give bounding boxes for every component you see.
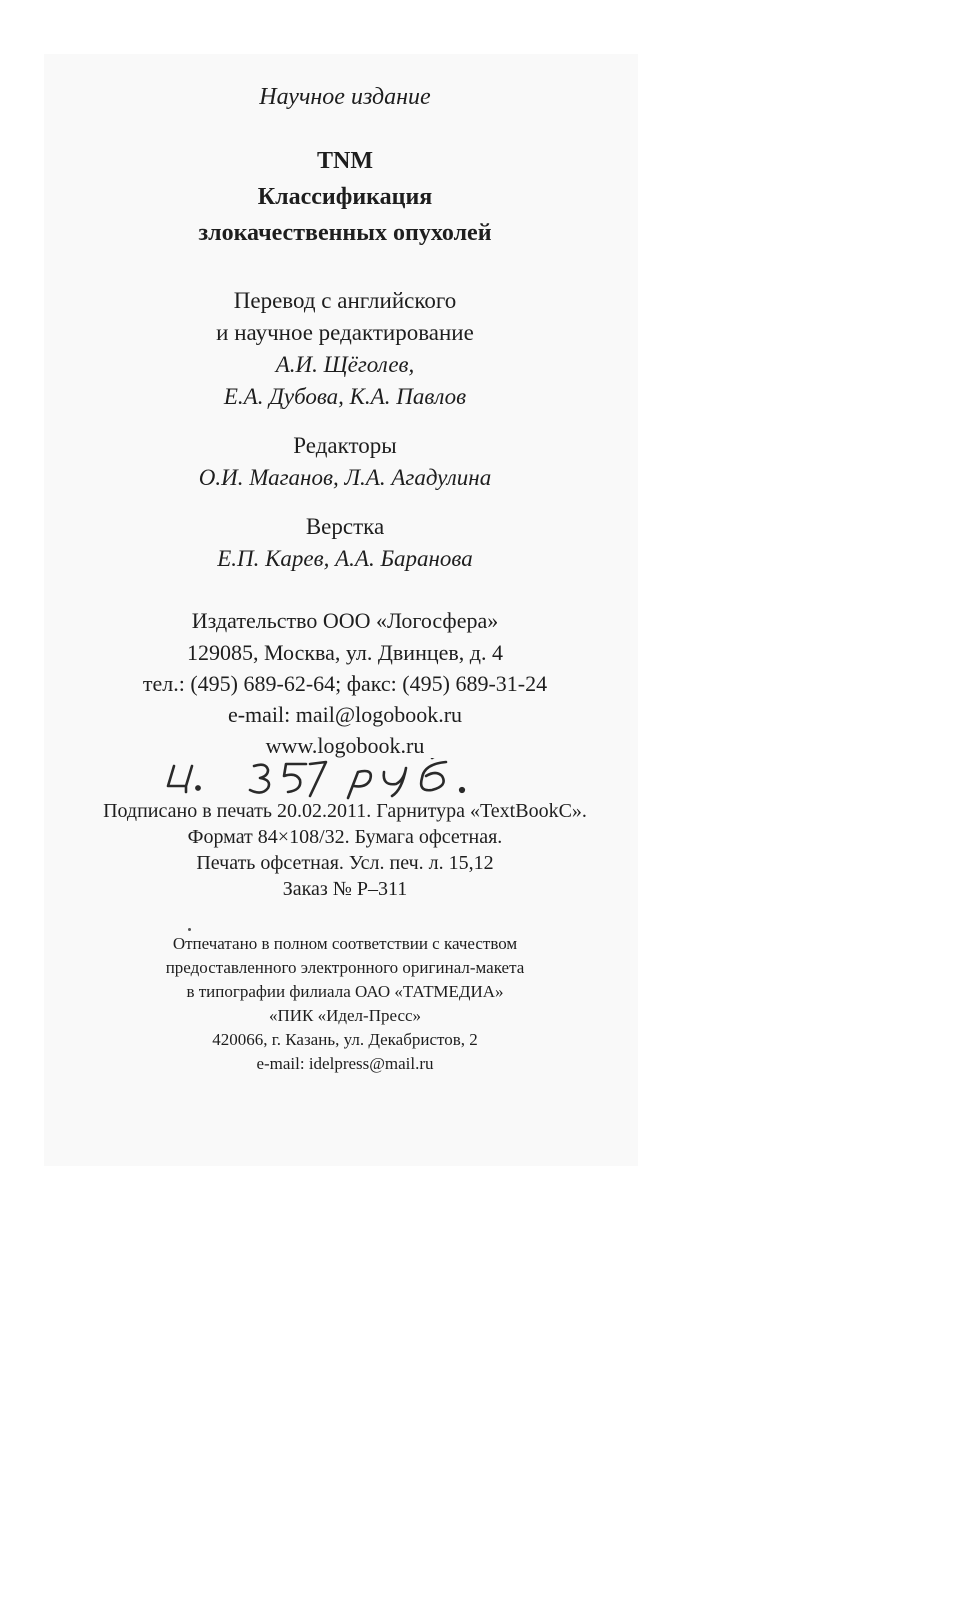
layout-names: Е.П. Карев, А.А. Баранова <box>217 546 473 571</box>
publisher-name: Издательство ООО «Логосфера» <box>191 608 499 633</box>
scan-speck <box>188 928 191 931</box>
publisher-website: www.logobook.ru <box>265 733 425 758</box>
editors-label: Редакторы <box>293 433 397 458</box>
printer-line-3: в типографии филиала ОАО «ТАТМЕДИА» <box>186 982 504 1001</box>
printer-line-4: «ПИК «Идел-Пресс» <box>268 1006 422 1025</box>
printer-line-2: предоставленного электронного оригинал-макета <box>165 958 525 977</box>
print-info-line-4: Заказ № Р–311 <box>282 878 408 900</box>
translators-line-1: А.И. Щёголев, <box>275 352 415 377</box>
layout-label: Верстка <box>305 514 385 539</box>
print-info-line-3: Печать офсетная. Усл. печ. л. 15,12 <box>196 852 494 874</box>
printer-line-6: e-mail: idelpress@mail.ru <box>256 1054 434 1073</box>
publisher-email: e-mail: mail@logobook.ru <box>227 702 463 727</box>
book-title-line-3: злокачественных опухолей <box>198 220 492 246</box>
book-title-line-1: TNM <box>317 148 373 174</box>
publisher-address: 129085, Москва, ул. Двинцев, д. 4 <box>187 640 503 665</box>
publisher-phone: тел.: (495) 689-62-64; факс: (495) 689-31-24 <box>142 671 548 696</box>
print-info-line-1: Подписано в печать 20.02.2011. Гарнитура «TextBookC». <box>103 800 587 822</box>
edition-type: Научное издание <box>259 84 431 110</box>
book-title-line-2: Классификация <box>257 184 433 210</box>
print-info-line-2: Формат 84×108/32. Бумага офсетная. <box>187 826 503 848</box>
translation-label-line-1: Перевод с английского <box>233 288 457 313</box>
translators-line-2: Е.А. Дубова, К.А. Павлов <box>223 384 467 409</box>
printer-line-5: 420066, г. Казань, ул. Декабристов, 2 <box>212 1030 478 1049</box>
editors-names: О.И. Маганов, Л.А. Агадулина <box>198 465 492 490</box>
translation-label-line-2: и научное редактирование <box>216 320 474 345</box>
printer-line-1: Отпечатано в полном соответствии с качеством <box>172 934 518 953</box>
